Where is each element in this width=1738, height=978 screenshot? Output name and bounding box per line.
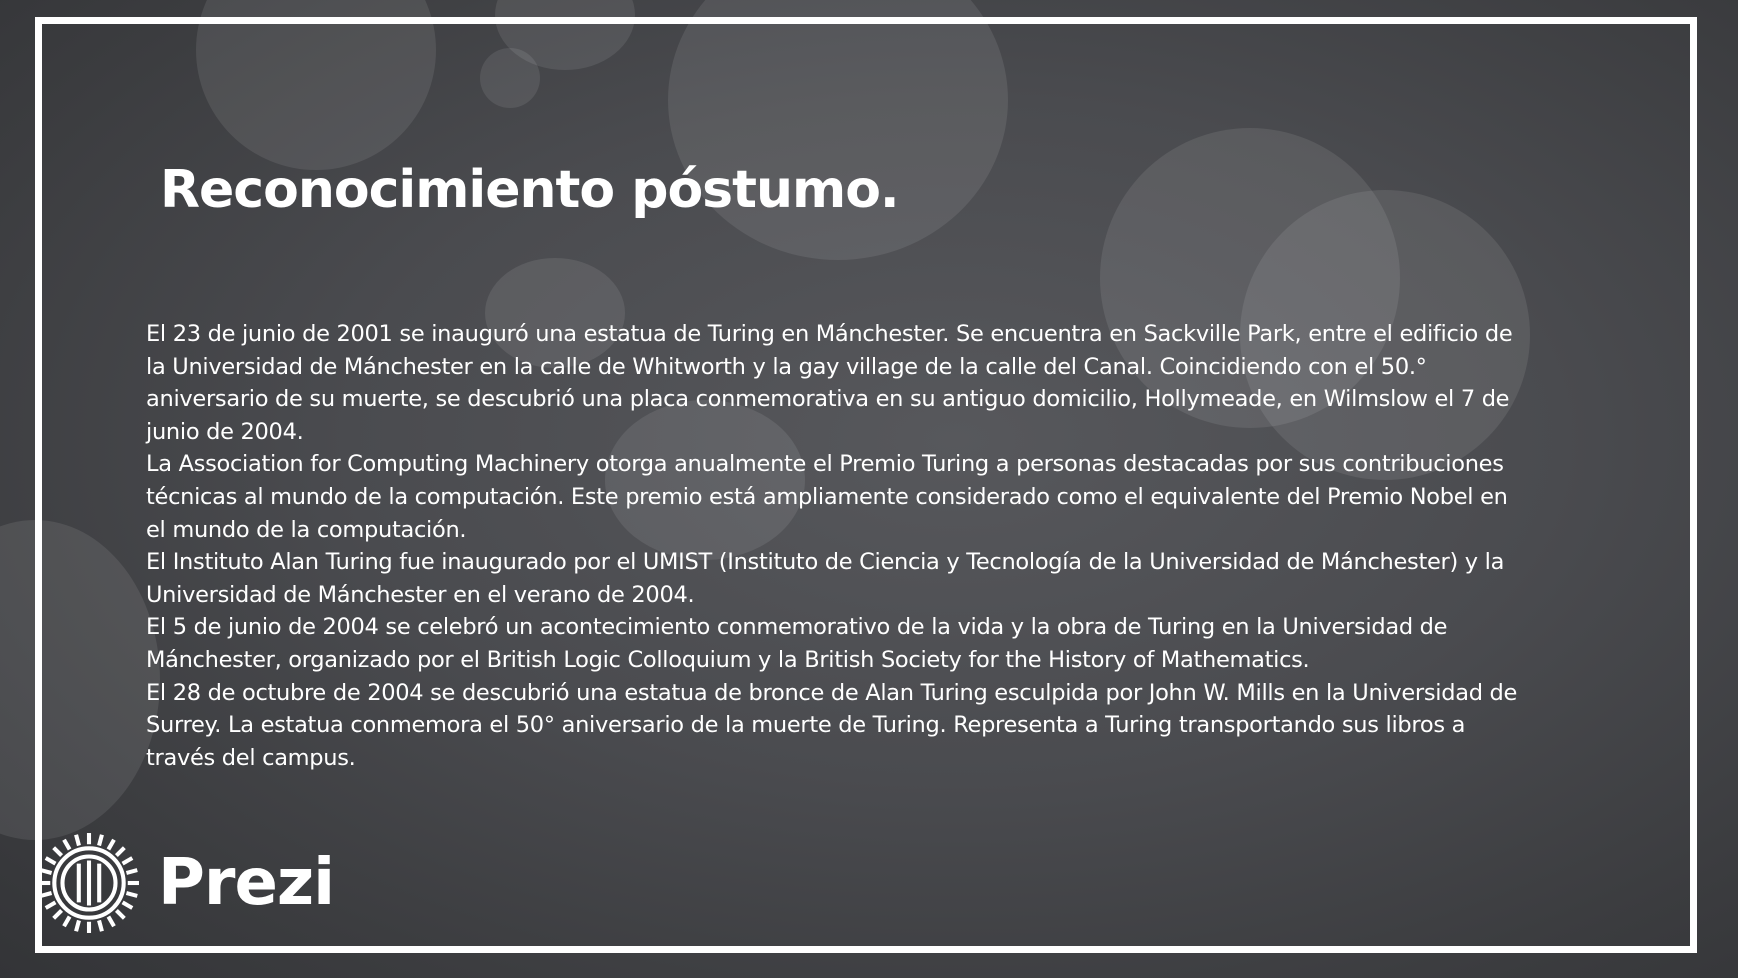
paragraph-statue-manchester: El 23 de junio de 2001 se inauguró una estatua de Turing en Mánchester. Se encuentra en Sackville Park, entre el edificio de la Universidad de Mánchester en la calle de Whitworth y la gay village de la calle del Canal. Coincidiendo con el 50.° aniversario de su muerte, se descubrió una placa conmemorativa en su antiguo domicilio, Hollymeade, en Wilmslow el 7 de junio de 2004. xyxy=(146,321,1513,445)
paragraph-surrey-statue: El 28 de octubre de 2004 se descubrió una estatua de bronce de Alan Turing esculpida por John W. Mills en la Universidad de Surrey. La estatua conmemora el 50° aniversario de la muerte de Turing. Representa a Turing transportando sus libros a través del campus. xyxy=(146,679,1518,771)
paragraph-commemoration-event: El 5 de junio de 2004 se celebró un acontecimiento conmemorativo de la vida y la obra de Turing en la Universidad de Mánchester, organizado por el British Logic Colloquium y la British Society for the History of Mathematics. xyxy=(146,614,1448,673)
paragraph-turing-award: La Association for Computing Machinery otorga anualmente el Premio Turing a personas destacadas por sus contribuciones técnicas al mundo de la computación. Este premio está ampliamente considerado como el equivalente del Premio Nobel en el mundo de la computación. xyxy=(146,451,1508,543)
slide-title: Reconocimiento póstumo. xyxy=(160,160,899,220)
slide-body xyxy=(146,318,1526,774)
prezi-logo-icon xyxy=(38,832,140,934)
prezi-wordmark: Prezi xyxy=(158,846,335,920)
prezi-logo xyxy=(38,832,334,934)
paragraph-turing-institute: El Instituto Alan Turing fue inaugurado por el UMIST (Instituto de Ciencia y Tecnología de la Universidad de Mánchester) y la Universidad de Mánchester en el verano de 2004. xyxy=(146,549,1505,608)
